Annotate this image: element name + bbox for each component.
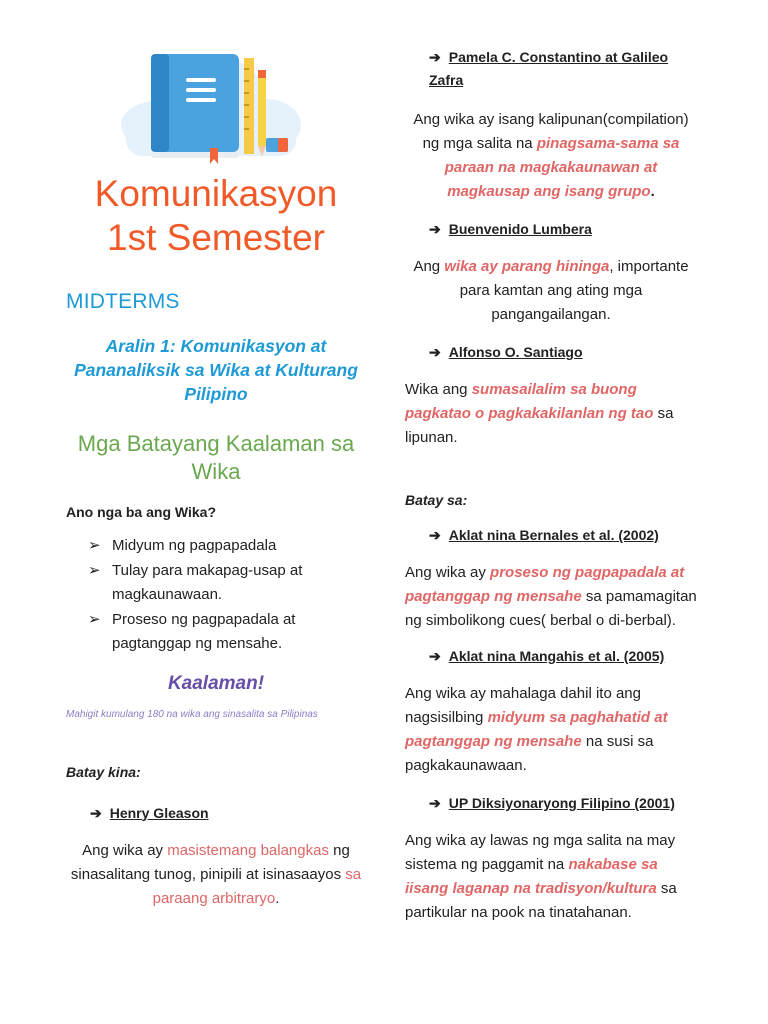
up-definition: Ang wika ay lawas ng mga salita na may sistema ng paggamit na nakabase sa iisang laganap na tradisyon/kultura sa partikular na pook na tinatahanan. xyxy=(405,832,677,921)
bullet-arrow-icon: ➢ xyxy=(88,561,101,579)
midterms-heading: MIDTERMS xyxy=(66,290,180,313)
right-column xyxy=(405,46,697,925)
lumbera-definition: Ang wika ay parang hininga, importante para kamtan ang ating mga pangangailangan. xyxy=(413,258,689,323)
lesson-title: Aralin 1: Komunikasyon at Pananaliksik sa Wika at Kulturang Pilipino xyxy=(74,336,358,404)
book-illustration xyxy=(116,40,286,160)
pencil-icon xyxy=(258,70,266,156)
arrow-icon: ➔ xyxy=(429,49,441,65)
bullet-arrow-icon: ➢ xyxy=(88,537,101,554)
source-up-diksiyonaryo: ➔ UP Diksiyonaryong Filipino (2001) xyxy=(405,792,697,815)
constantino-definition: Ang wika ay isang kalipunan(compilation) ng mga salita na pinagsama-sama sa paraan na magkakaunawan at magkausap ang isang grupo. xyxy=(413,111,689,200)
kaalaman-note: Mahigit kumulang 180 na wika ang sinasalita sa Pilipinas xyxy=(66,708,318,720)
arrow-icon: ➔ xyxy=(429,344,441,360)
santiago-definition: Wika ang sumasailalim sa buong pagkatao o pagkakakilanlan ng tao sa lipunan. xyxy=(405,381,674,446)
bernales-definition: Ang wika ay proseso ng pagpapadala at pagtanggap ng mensahe sa pamamagitan ng simbolikong cues( berbal o di-berbal). xyxy=(405,564,697,629)
list-item: ➢ Tulay para makapag-usap at magkaunawaan. xyxy=(88,559,366,608)
eraser-icon xyxy=(266,138,288,152)
batay-sa-label: Batay sa: xyxy=(405,492,468,508)
arrow-icon: ➔ xyxy=(429,648,441,664)
batay-kina-label: Batay kina: xyxy=(66,763,141,780)
page-title xyxy=(66,172,366,260)
title-line-1: Komunikasyon xyxy=(94,173,338,214)
gleason-definition: Ang wika ay masistemang balangkas ng sinasalitang tunog, pinipili at isinasaayos sa paraang arbitraryo. xyxy=(70,841,362,907)
bullet-arrow-icon: ➢ xyxy=(88,610,101,628)
left-column xyxy=(66,40,366,911)
arrow-icon: ➔ xyxy=(90,804,102,821)
source-constantino-zafra: ➔ Pamela C. Constantino at Galileo Zafra xyxy=(405,46,697,92)
arrow-icon: ➔ xyxy=(429,795,441,811)
arrow-icon: ➔ xyxy=(429,221,441,237)
mangahis-definition: Ang wika ay mahalaga dahil ito ang nagsisilbing midyum sa paghahatid at pagtanggap ng mensahe na susi sa pagkakaunawaan. xyxy=(405,685,668,774)
source-lumbera: ➔ Buenvenido Lumbera xyxy=(405,218,697,241)
source-mangahis: ➔ Aklat nina Mangahis et al. (2005) xyxy=(405,645,697,668)
book-icon xyxy=(116,40,306,165)
arrow-icon: ➔ xyxy=(429,527,441,543)
question-heading: Ano nga ba ang Wika? xyxy=(66,504,216,520)
kaalaman-heading: Kaalaman! xyxy=(167,672,265,694)
ruler-icon xyxy=(244,58,254,154)
section-heading: Mga Batayang Kaalaman sa Wika xyxy=(77,431,355,484)
title-line-2: 1st Semester xyxy=(107,217,325,258)
definition-list xyxy=(66,534,366,657)
list-item: ➢ Proseso ng pagpapadala at pagtanggap ng mensahe. xyxy=(88,608,366,657)
source-santiago: ➔ Alfonso O. Santiago xyxy=(405,341,697,364)
source-bernales: ➔ Aklat nina Bernales et al. (2002) xyxy=(405,524,697,547)
source-henry-gleason: ➔ Henry Gleason xyxy=(66,802,366,825)
list-item: ➢ Midyum ng pagpapadala xyxy=(88,534,366,559)
